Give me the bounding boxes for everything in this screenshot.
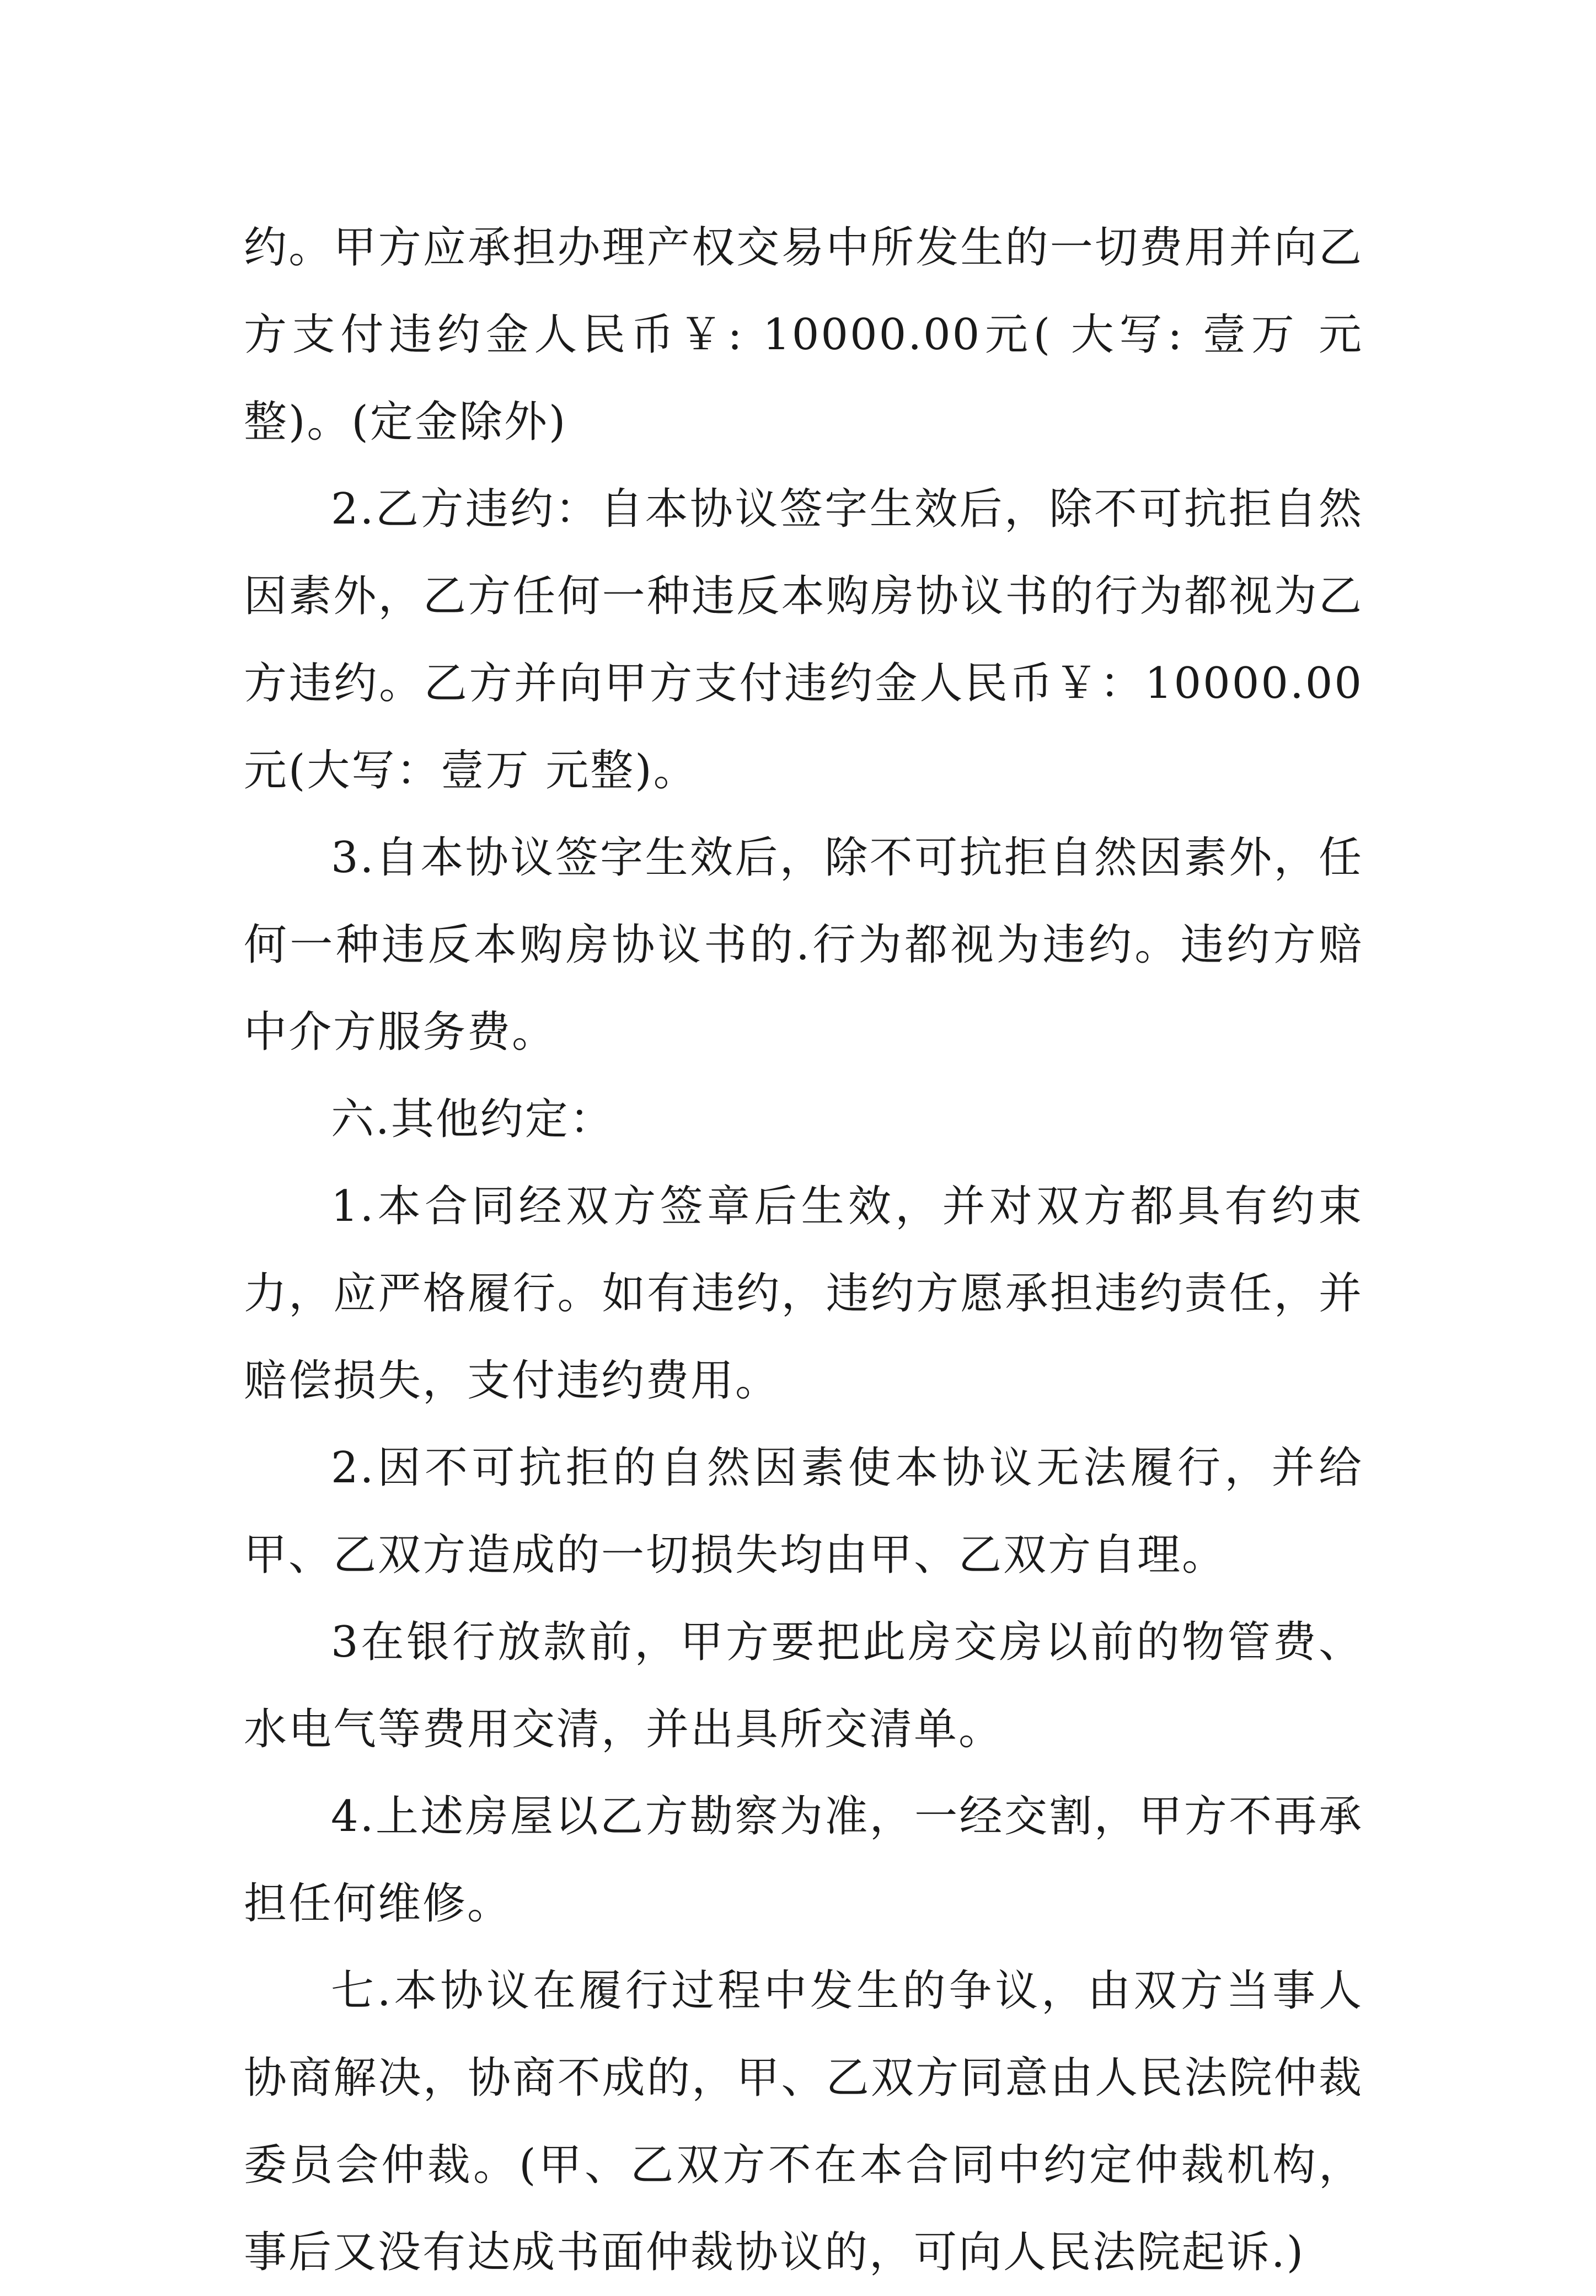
section-heading-other-terms: 六.其他约定： — [331, 1094, 614, 1144]
paragraph-agency-fee: 3.自本协议签字生效后，除不可抗拒自然因素外，任何一种违反本购房协议书的.行为都视为违约。违约方赔中介方服务费。 — [244, 833, 1363, 1057]
paragraph-breach-continuation: 约。甲方应承担办理产权交易中所发生的一切费用并向乙方支付违约金人民币￥: 10000.00元( 大写: 壹万 元整)。(定金除外) — [244, 223, 1363, 447]
paragraph-party-b-breach: 2.乙方违约：自本协议签字生效后，除不可抗拒自然因素外，乙方任何一种违反本购房协议书的行为都视为乙方违约。乙方并向甲方支付违约金人民币￥：10000.00元(大写：壹万 元整)。 — [244, 484, 1363, 795]
paragraph-house-inspection: 4.上述房屋以乙方勘察为准，一经交割，甲方不再承担任何维修。 — [244, 1792, 1363, 1929]
document-body — [244, 204, 1363, 2296]
paragraph-fees-settlement: 3在银行放款前，甲方要把此房交房以前的物管费、水电气等费用交清，并出具所交清单。 — [244, 1617, 1363, 1754]
paragraph-force-majeure: 2.因不可抗拒的自然因素使本协议无法履行，并给甲、乙双方造成的一切损失均由甲、乙双方自理。 — [244, 1443, 1363, 1580]
paragraph-contract-effective: 1.本合同经双方签章后生效，并对双方都具有约束力，应严格履行。如有违约，违约方愿承担违约责任，并赔偿损失，支付违约费用。 — [244, 1182, 1363, 1406]
paragraph-dispute-resolution: 七.本协议在履行过程中发生的争议，由双方当事人协商解决，协商不成的，甲、乙双方同意由人民法院仲裁委员会仲裁。(甲、乙双方不在本合同中约定仲裁机构，事后又没有达成书面仲裁协议的，可向人民法院起诉.) — [244, 1966, 1363, 2277]
